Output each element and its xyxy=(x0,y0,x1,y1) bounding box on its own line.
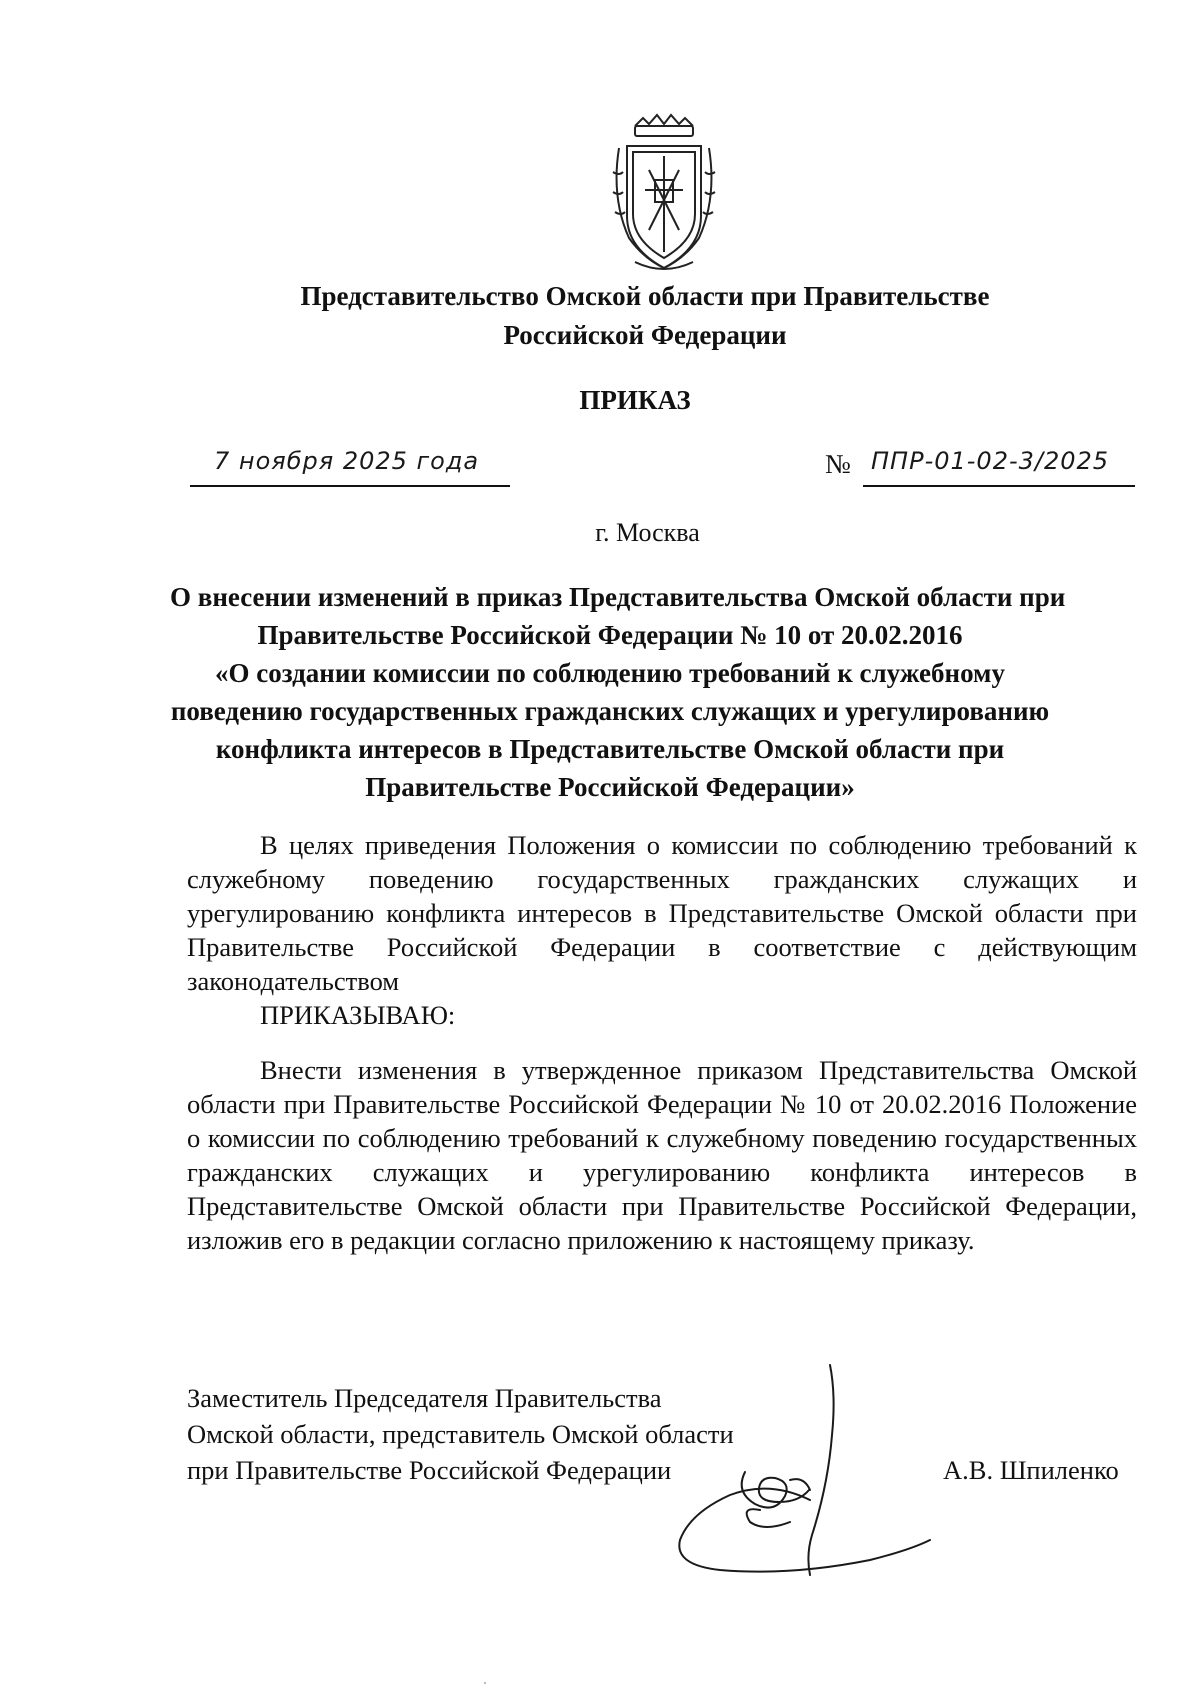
position-line: при Правительстве Российской Федерации xyxy=(187,1455,672,1485)
omsk-coat-of-arms-icon xyxy=(605,112,723,280)
signatory-position xyxy=(187,1380,734,1488)
title-line: Правительстве Российской Федерации» xyxy=(365,772,855,802)
title-line: конфликта интересов в Представительстве Омской области при xyxy=(215,734,1005,764)
organization-name-line1: Представительство Омской области при Правительстве xyxy=(300,281,990,311)
preamble-section xyxy=(187,828,1137,1032)
handwritten-signature-icon xyxy=(660,1360,950,1590)
position-line: Омской области, представитель Омской области xyxy=(187,1419,734,1449)
city: г. Москва xyxy=(595,518,700,547)
document-title xyxy=(170,578,1066,806)
title-line: «О создании комиссии по соблюдению требований к служебному xyxy=(215,658,1005,688)
main-paragraph: Внести изменения в утвержденное приказом Представительства Омской области при Правительстве Российской Федерации № 10 от 20.02.2016 Положение о комиссии по соблюдению требований к служебному поведению государственных гражданских служащих и урегулированию конфликта интересов в Представительстве Омской области при Правительстве Российской Федерации, изложив его в редакции согласно приложению к настоящему приказу. xyxy=(187,1055,1137,1255)
position-line: Заместитель Председателя Правительства xyxy=(187,1383,662,1413)
number-handwritten: ППР-01-02-3/2025 xyxy=(871,447,1110,475)
preamble-paragraph: В целях приведения Положения о комиссии по соблюдению требований к служебному поведению государственных гражданских служащих и урегулированию конфликта интересов в Представительстве Омской области при Правительстве Российской Федерации в соответствие с действующим законодательством xyxy=(187,830,1137,996)
signatory-name: А.В. Шпиленко xyxy=(943,1455,1119,1485)
document-number-field xyxy=(825,445,1135,485)
organization-name-line2: Российской Федерации xyxy=(503,320,787,350)
document-type: ПРИКАЗ xyxy=(579,385,691,415)
number-underline xyxy=(863,445,1135,487)
number-label: № xyxy=(825,449,851,479)
main-section xyxy=(187,1053,1137,1257)
title-line: Правительстве Российской Федерации № 10 от 20.02.2016 xyxy=(257,620,963,650)
date-handwritten: 7 ноября 2025 года xyxy=(214,447,480,475)
title-line: О внесении изменений в приказ Представительства Омской области при xyxy=(170,582,1066,612)
title-line: поведению государственных гражданских служащих и урегулированию xyxy=(170,696,1050,726)
scan-artifact xyxy=(484,1682,486,1684)
date-field xyxy=(190,445,510,487)
order-word: ПРИКАЗЫВАЮ: xyxy=(260,1000,456,1030)
